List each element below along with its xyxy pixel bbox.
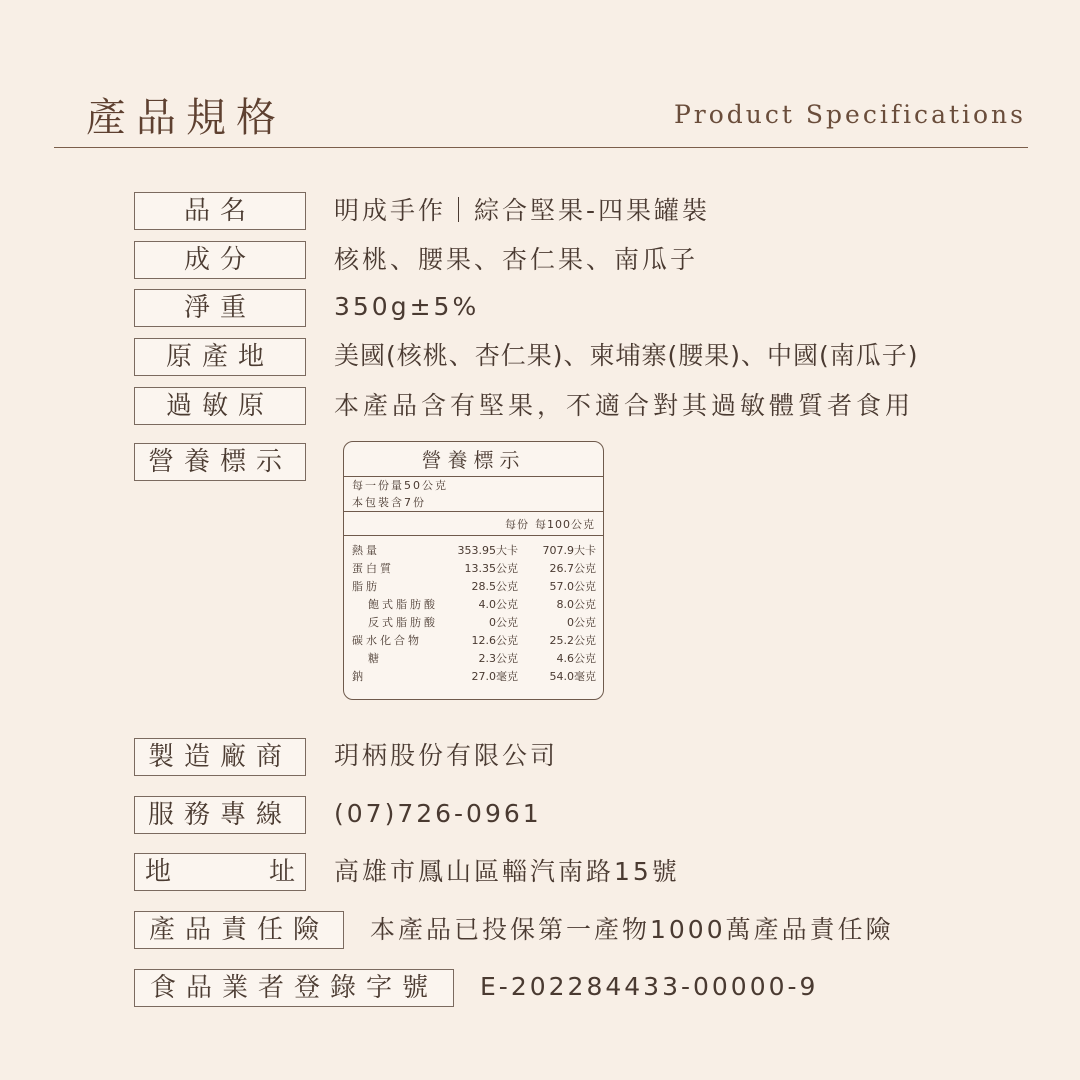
nutrient-per-serving: 28.5公克 <box>471 580 518 593</box>
value-registration-number: E-202284433-00000-9 <box>480 972 819 1001</box>
nutrition-panel <box>343 441 604 700</box>
nutrition-row <box>344 578 603 596</box>
col-per-serving: 每份 <box>505 518 529 531</box>
nutrition-rows <box>344 542 603 686</box>
nutrition-row <box>344 650 603 668</box>
nutrition-column-header <box>344 515 603 536</box>
nutrition-row <box>344 542 603 560</box>
nutrient-per-serving: 0公克 <box>489 616 518 629</box>
label-address-left: 地 <box>145 857 172 887</box>
label-origin: 原產地 <box>134 338 306 376</box>
label-ingredients: 成分 <box>134 241 306 279</box>
nutrient-name: 鈉 <box>352 670 366 683</box>
nutrient-per-serving: 13.35公克 <box>464 562 518 575</box>
nutrient-name: 蛋白質 <box>352 562 394 575</box>
value-net-weight: 350g±5% <box>334 292 480 321</box>
nutrition-servings: 本包裝含7份 <box>344 494 603 512</box>
value-allergen: 本產品含有堅果，不適合對其過敏體質者食用 <box>334 391 915 420</box>
value-service-line: (07)726-0961 <box>334 799 542 828</box>
nutrient-per-serving: 4.0公克 <box>478 598 518 611</box>
nutrient-name: 反式脂肪酸 <box>368 616 438 629</box>
nutrient-name: 脂肪 <box>352 580 380 593</box>
label-manufacturer: 製造廠商 <box>134 738 306 776</box>
nutrient-per-100g: 4.6公克 <box>556 652 596 665</box>
value-manufacturer: 玥柄股份有限公司 <box>334 741 559 770</box>
label-address-right: 址 <box>268 857 295 887</box>
label-address <box>134 853 306 891</box>
nutrient-name: 碳水化合物 <box>352 634 422 647</box>
nutrient-per-100g: 8.0公克 <box>556 598 596 611</box>
label-allergen: 過敏原 <box>134 387 306 425</box>
nutrient-per-serving: 12.6公克 <box>471 634 518 647</box>
label-nutrition: 營養標示 <box>134 443 306 481</box>
col-per-100g: 每100公克 <box>535 518 595 531</box>
nutrition-row <box>344 614 603 632</box>
label-registration-number: 食品業者登錄字號 <box>134 969 454 1007</box>
nutrition-row <box>344 560 603 578</box>
value-liability-insurance: 本產品已投保第一產物1000萬產品責任險 <box>370 915 894 944</box>
nutrient-per-100g: 0公克 <box>567 616 596 629</box>
label-liability-insurance: 產品責任險 <box>134 911 344 949</box>
nutrition-serving-size: 每一份量50公克 <box>352 479 448 492</box>
nutrient-per-100g: 57.0公克 <box>549 580 596 593</box>
nutrient-per-serving: 27.0毫克 <box>471 670 518 683</box>
nutrition-row <box>344 632 603 650</box>
header-divider <box>54 147 1028 148</box>
page-title: 產品規格 <box>86 95 286 141</box>
nutrient-name: 糖 <box>368 652 382 665</box>
nutrient-name: 飽式脂肪酸 <box>368 598 438 611</box>
nutrient-per-serving: 2.3公克 <box>478 652 518 665</box>
page-subtitle: Product Specifications <box>673 100 1026 129</box>
label-service-line: 服務專線 <box>134 796 306 834</box>
nutrient-per-100g: 26.7公克 <box>549 562 596 575</box>
nutrient-per-100g: 707.9大卡 <box>542 544 596 557</box>
nutrient-per-100g: 25.2公克 <box>549 634 596 647</box>
value-address: 高雄市鳳山區輜汽南路15號 <box>334 857 680 886</box>
nutrient-per-serving: 353.95大卡 <box>457 544 518 557</box>
nutrition-title: 營養標示 <box>344 442 603 477</box>
value-ingredients: 核桃、腰果、杏仁果、南瓜子 <box>334 245 699 274</box>
value-origin: 美國(核桃、杏仁果)、柬埔寨(腰果)、中國(南瓜子) <box>334 341 919 370</box>
label-net-weight: 淨重 <box>134 289 306 327</box>
nutrition-row <box>344 668 603 686</box>
nutrition-row <box>344 596 603 614</box>
label-product-name: 品名 <box>134 192 306 230</box>
nutrient-name: 熱量 <box>352 544 380 557</box>
nutrient-per-100g: 54.0毫克 <box>549 670 596 683</box>
value-product-name: 明成手作｜綜合堅果-四果罐裝 <box>334 196 711 225</box>
